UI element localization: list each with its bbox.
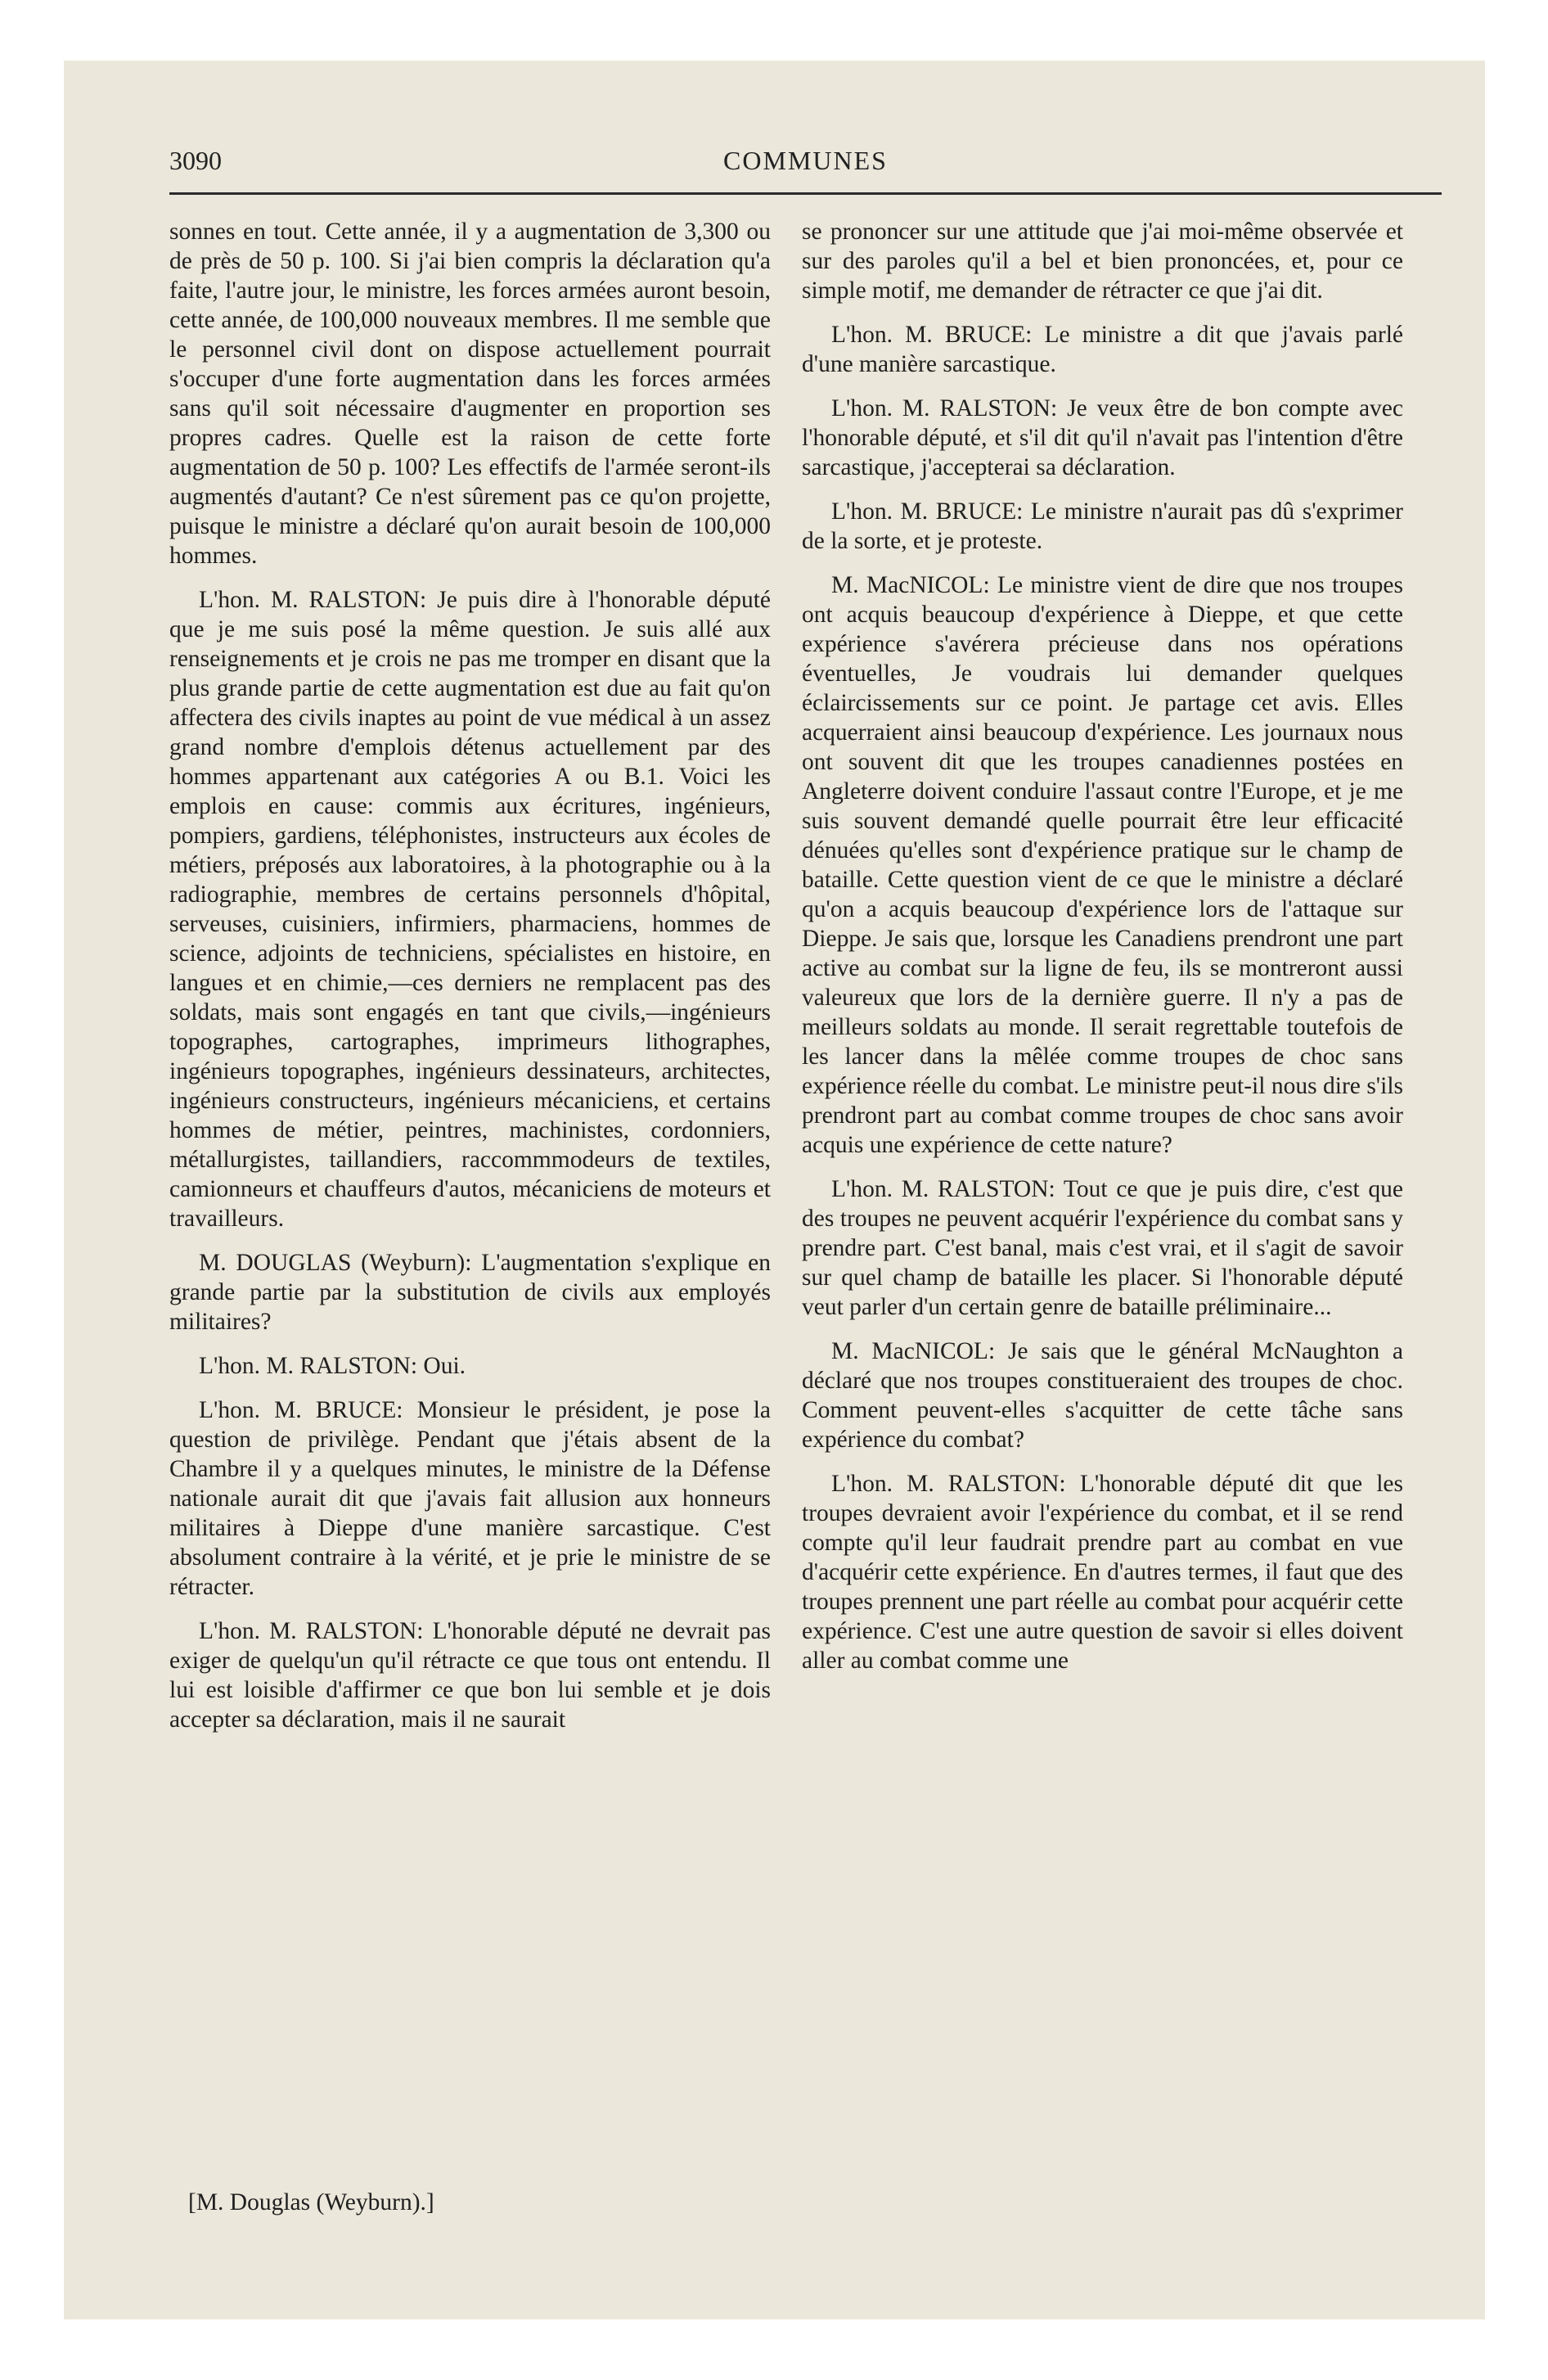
paragraph: L'hon. M. RALSTON: Tout ce que je puis dire, c'est que des troupes ne peuvent acquérir l'expérience du combat sans y prendre part. C'est banal, mais c'est vrai, et il s'agit de savoir sur quel champ de bataille les placer. Si l'honorable député veut parler d'un certain genre de bataille préliminaire... (802, 1176, 1403, 1320)
paragraph: sonnes en tout. Cette année, il y a augmentation de 3,300 ou de près de 50 p. 100. Si j'ai bien compris la déclaration qu'a faite, l'autre jour, le ministre, les forces armées auront besoin, cette année, de 100,000 nouveaux membres. Il me semble que le personnel civil dont on dispose actuellement pourrait s'occuper d'une forte augmentation dans les forces armées sans qu'il soit nécessaire d'augmenter en proportion ses propres cadres. Quelle est la raison de cette forte augmentation de 50 p. 100? Les effectifs de l'armée seront-ils augmentés d'autant? Ce n'est sûrement pas ce qu'on projette, puisque le ministre a déclaré qu'on aurait besoin de 100,000 hommes. (169, 219, 771, 569)
paragraph: L'hon. M. BRUCE: Le ministre n'aurait pas dû s'exprimer de la sorte, et je proteste. (802, 498, 1403, 554)
paragraph: M. DOUGLAS (Weyburn): L'augmentation s'explique en grande partie par la substitution de civils aux employés militaires? (169, 1250, 771, 1335)
paragraph: L'hon. M. RALSTON: L'honorable député dit que les troupes devraient avoir l'expérience du combat, et il se rend compte qu'il leur faudrait prendre part au combat en vue d'acquérir cette expérience. En d'autres termes, il faut que des troupes prennent une part réelle au combat pour acquérir cette expérience. C'est une autre question de savoir si elles doivent aller au combat comme une (802, 1471, 1403, 1674)
speaker-footnote: [M. Douglas (Weyburn).] (188, 2189, 434, 2215)
paragraph: se prononcer sur une attitude que j'ai moi-même observée et sur des paroles qu'il a bel et bien prononcées, et, pour ce simple motif, me demander de rétracter ce que j'ai dit. (802, 219, 1403, 304)
paragraph: M. MacNICOL: Le ministre vient de dire que nos troupes ont acquis beaucoup d'expérience à Dieppe, et que cette expérience s'avérera précieuse dans nos opérations éventuelles, Je voudrais lui demander quelques éclaircissements sur ce point. Je partage cet avis. Elles acquerraient ainsi beaucoup d'expérience. Les journaux nous ont souvent dit que les troupes canadiennes postées en Angleterre doivent conduire l'assaut contre l'Europe, et je me suis souvent demandé quelle pourrait être leur efficacité dénuées qu'elles sont d'expérience pratique sur le champ de bataille. Cette question vient de ce que le ministre a déclaré qu'on a acquis beaucoup d'expérience lors de l'attaque sur Dieppe. Je sais que, lorsque les Canadiens prendront une part active au combat sur la ligne de feu, ils se montreront aussi valeureux que lors de la dernière guerre. Il n'y a pas de meilleurs soldats au monde. Il serait regrettable toutefois de les lancer dans la mêlée comme troupes de choc sans expérience réelle du combat. Le ministre peut-il nous dire s'ils prendront part au combat comme troupes de choc sans avoir acquis une expérience de cette nature? (802, 572, 1403, 1158)
paragraph: L'hon. M. RALSTON: Je puis dire à l'honorable député que je me suis posé la même question. Je suis allé aux renseignements et je crois ne pas me tromper en disant que la plus grande partie de cette augmentation est due au fait qu'on affectera des civils inaptes au point de vue médical à un assez grand nombre d'emplois détenus actuellement par des hommes appartenant aux catégories A ou B.1. Voici les emplois en cause: commis aux écritures, ingénieurs, pompiers, gardiens, téléphonistes, instructeurs aux écoles de métiers, préposés aux laboratoires, à la photographie ou à la radiographie, membres de certains personnels d'hôpital, serveuses, cuisiniers, infirmiers, pharmaciens, hommes de science, adjoints de techniciens, spécialistes en histoire, en langues et en chimie,—ces derniers ne remplacent pas des soldats, mais sont engagés en tant que civils,—ingénieurs topographes, cartographes, imprimeurs lithographes, ingénieurs topographes, ingénieurs dessinateurs, architectes, ingénieurs constructeurs, ingénieurs mécaniciens, et certains hommes de métier, peintres, machinistes, cordonniers, métallurgistes, taillandiers, raccommmodeurs de textiles, camionneurs et chauffeurs d'autos, mécaniciens de moteurs et travailleurs. (169, 587, 771, 1232)
page-number: 3090 (169, 146, 222, 175)
paragraph: L'hon. M. RALSTON: L'honorable député ne devrait pas exiger de quelqu'un qu'il rétracte ce que tous ont entendu. Il lui est loisible d'affirmer ce que bon lui semble et je dois accepter sa déclaration, mais il ne saurait (169, 1618, 771, 1733)
header-rule (169, 192, 1442, 195)
paragraph: L'hon. M. BRUCE: Monsieur le président, je pose la question de privilège. Pendant que j'étais absent de la Chambre il y a quelques minutes, le ministre de la Défense nationale aurait dit que j'avais fait allusion aux honneurs militaires à Dieppe d'une manière sarcastique. C'est absolument contraire à la vérité, et je prie le ministre de se rétracter. (169, 1397, 771, 1600)
right-column (802, 217, 1403, 2197)
paragraph: M. MacNICOL: Je sais que le général McNaughton a déclaré que nos troupes constitueraient des troupes de choc. Comment peuvent-elles s'acquitter de cette tâche sans expérience du combat? (802, 1338, 1403, 1453)
paragraph: L'hon. M. BRUCE: Le ministre a dit que j'avais parlé d'une manière sarcastique. (802, 322, 1403, 377)
paragraph: L'hon. M. RALSTON: Oui. (199, 1353, 466, 1379)
running-head: COMMUNES (723, 146, 888, 175)
page-header (169, 146, 1442, 178)
paragraph: L'hon. M. RALSTON: Je veux être de bon compte avec l'honorable député, et s'il dit qu'il n'avait pas l'intention d'être sarcastique, j'accepterai sa déclaration. (802, 395, 1403, 480)
left-column (169, 217, 771, 2197)
